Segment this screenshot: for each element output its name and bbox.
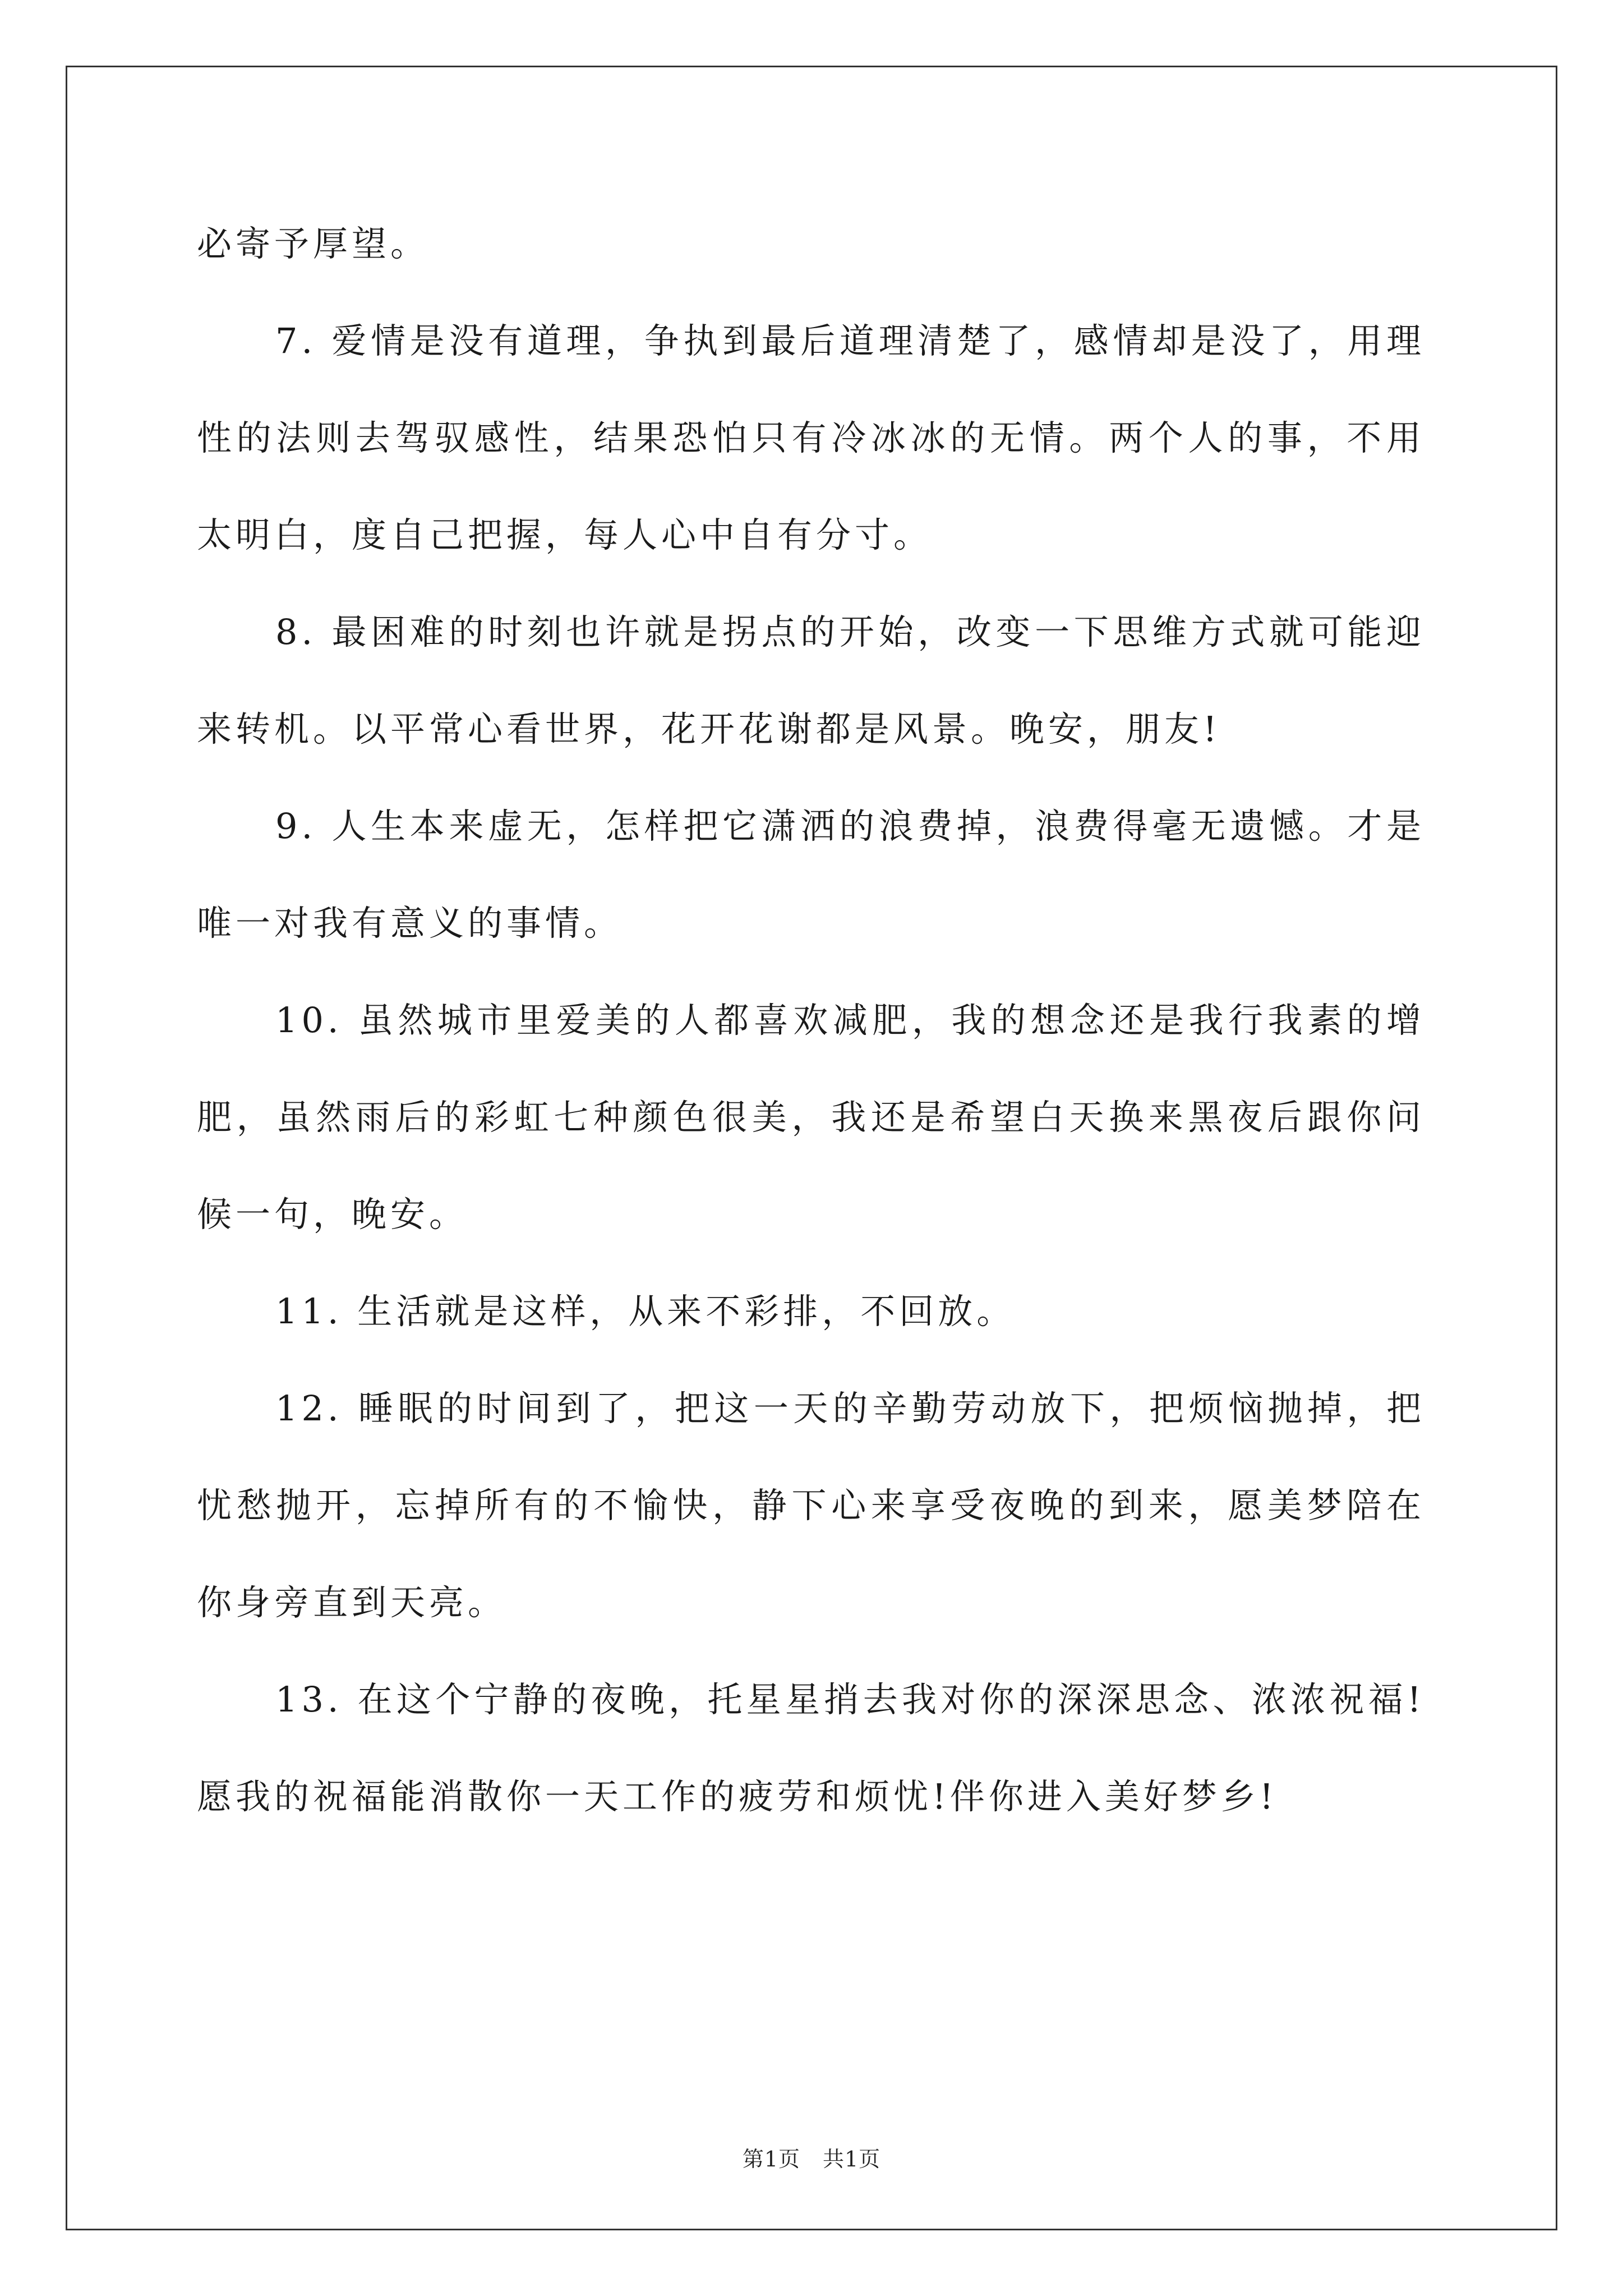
paragraph-item-8: 8. 最困难的时刻也许就是拐点的开始，改变一下思维方式就可能迎来转机。以平常心看世界，花开花谢都是风景。晚安，朋友! — [197, 611, 1425, 749]
paragraph-item-7: 7. 爱情是没有道理，争执到最后道理清楚了，感情却是没了，用理性的法则去驾驭感性，结果恐怕只有冷冰冰的无情。两个人的事，不用太明白，度自己把握，每人心中自有分寸。 — [197, 320, 1425, 555]
document-body — [197, 195, 1425, 1845]
page-footer — [0, 2142, 1623, 2173]
paragraph-item-10: 10. 虽然城市里爱美的人都喜欢减肥，我的想念还是我行我素的增肥，虽然雨后的彩虹七种颜色很美，我还是希望白天换来黑夜后跟你问候一句，晚安。 — [197, 1000, 1425, 1235]
paragraph-item-9: 9. 人生本来虚无，怎样把它潇洒的浪费掉，浪费得毫无遗憾。才是唯一对我有意义的事情。 — [197, 806, 1425, 944]
page-total: 共1页 — [823, 2147, 881, 2171]
paragraph-item-13: 13. 在这个宁静的夜晚，托星星捎去我对你的深深思念、浓浓祝福!愿我的祝福能消散你一天工作的疲劳和烦忧!伴你进入美好梦乡! — [197, 1679, 1425, 1817]
page-number: 第1页 — [742, 2147, 800, 2171]
paragraph-continuation: 必寄予厚望。 — [197, 223, 430, 264]
paragraph-item-12: 12. 睡眠的时间到了，把这一天的辛勤劳动放下，把烦恼抛掉，把忧愁抛开，忘掉所有的不愉快，静下心来享受夜晚的到来，愿美梦陪在你身旁直到天亮。 — [197, 1388, 1425, 1623]
paragraph-item-11: 11. 生活就是这样，从来不彩排，不回放。 — [275, 1291, 1016, 1332]
